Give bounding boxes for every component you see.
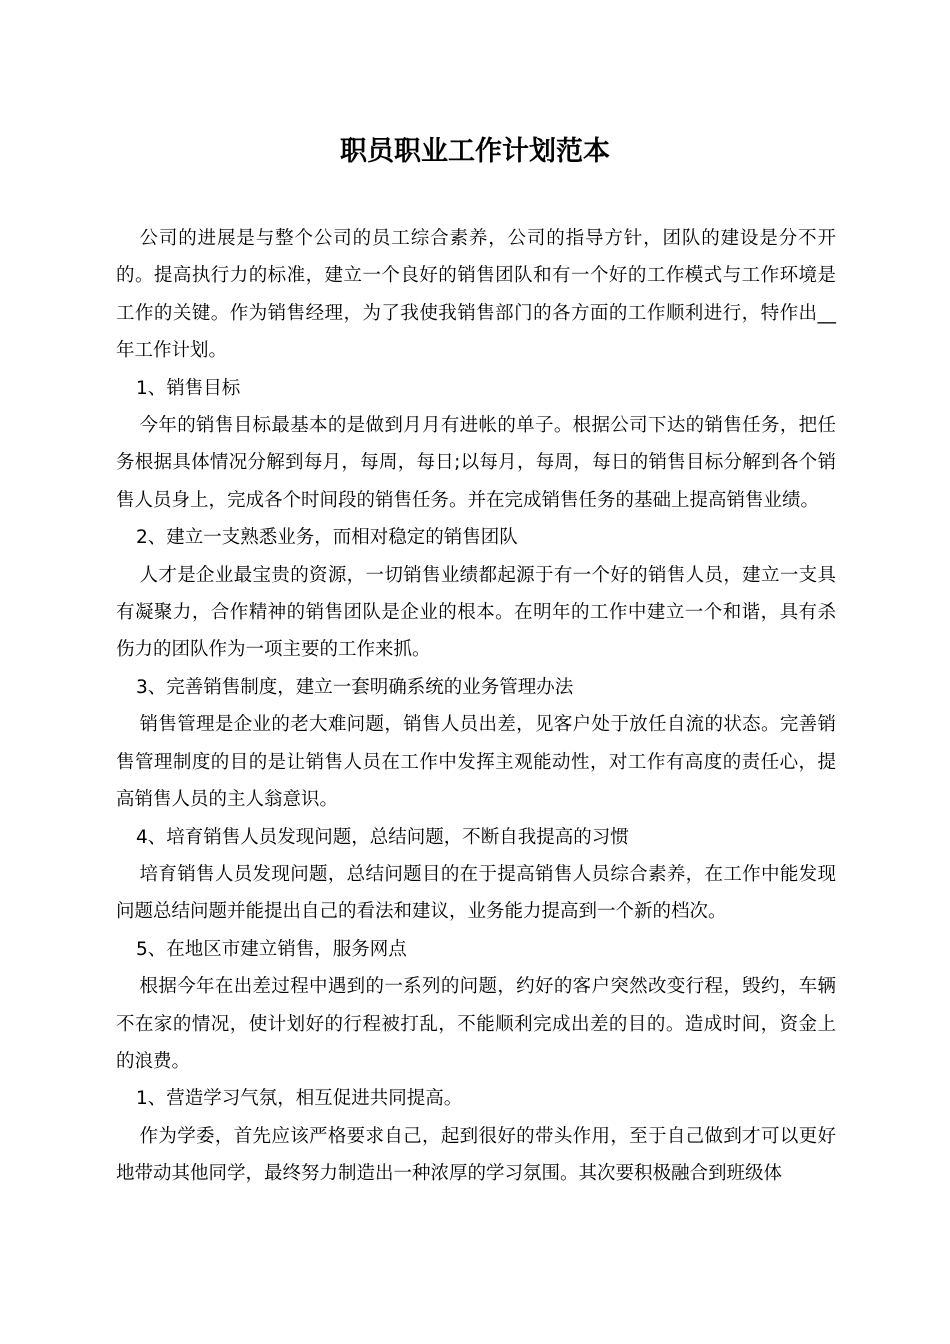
paragraph: 根据今年在出差过程中遇到的一系列的问题，约好的客户突然改变行程，毁约，车辆不在家的情况，使计划好的行程被打乱，不能顺利完成出差的目的。造成时间，资金上的浪费。 <box>116 976 836 1072</box>
paragraph: 人才是企业最宝贵的资源，一切销售业绩都起源于有一个好的销售人员，建立一支具有凝聚力，合作精神的销售团队是企业的根本。在明年的工作中建立一个和谐，具有杀伤力的团队作为一项主要的工作来抓。 <box>116 564 836 661</box>
paragraph: 作为学委，首先应该严格要求自己，起到很好的带头作用，至于自己做到才可以更好地带动其他同学，最终努力制造出一种浓厚的学习氛围。其次要积极融合到班级体 <box>116 1125 836 1185</box>
document-title: 职员职业工作计划范本 <box>340 136 610 167</box>
section-heading: 4、培育销售人员发现问题，总结问题，不断自我提高的习惯 <box>136 826 629 848</box>
section-heading: 5、在地区市建立销售，服务网点 <box>136 938 407 960</box>
section-heading: 2、建立一支熟悉业务，而相对稳定的销售团队 <box>136 527 518 549</box>
paragraph: 培育销售人员发现问题，总结问题目的在于提高销售人员综合素养，在工作中能发现问题总结问题并能提出自己的看法和建议，业务能力提高到一个新的档次。 <box>116 863 836 923</box>
section-heading: 1、销售目标 <box>136 377 241 399</box>
paragraph: 公司的进展是与整个公司的员工综合素养，公司的指导方针，团队的建设是分不开的。提高执行力的标准，建立一个良好的销售团队和有一个好的工作模式与工作环境是工作的关键。作为销售经理，为了我使我销售部门的各方面的工作顺利进行，特作出__年工作计划。 <box>116 228 836 362</box>
paragraph: 销售管理是企业的老大难问题，销售人员出差，见客户处于放任自流的状态。完善销售管理制度的目的是让销售人员在工作中发挥主观能动性，对工作有高度的责任心，提高销售人员的主人翁意识。 <box>116 714 836 811</box>
paragraph: 今年的销售目标最基本的是做到月月有进帐的单子。根据公司下达的销售任务，把任务根据具体情况分解到每月，每周，每日;以每月，每周，每日的销售目标分解到各个销售人员身上，完成各个时间段的销售任务。并在完成销售任务的基础上提高销售业绩。 <box>116 415 836 511</box>
section-heading: 3、完善销售制度，建立一套明确系统的业务管理办法 <box>136 676 574 698</box>
document-body <box>116 220 836 1193</box>
section-heading: 1、营造学习气氛，相互促进共同提高。 <box>136 1088 463 1110</box>
